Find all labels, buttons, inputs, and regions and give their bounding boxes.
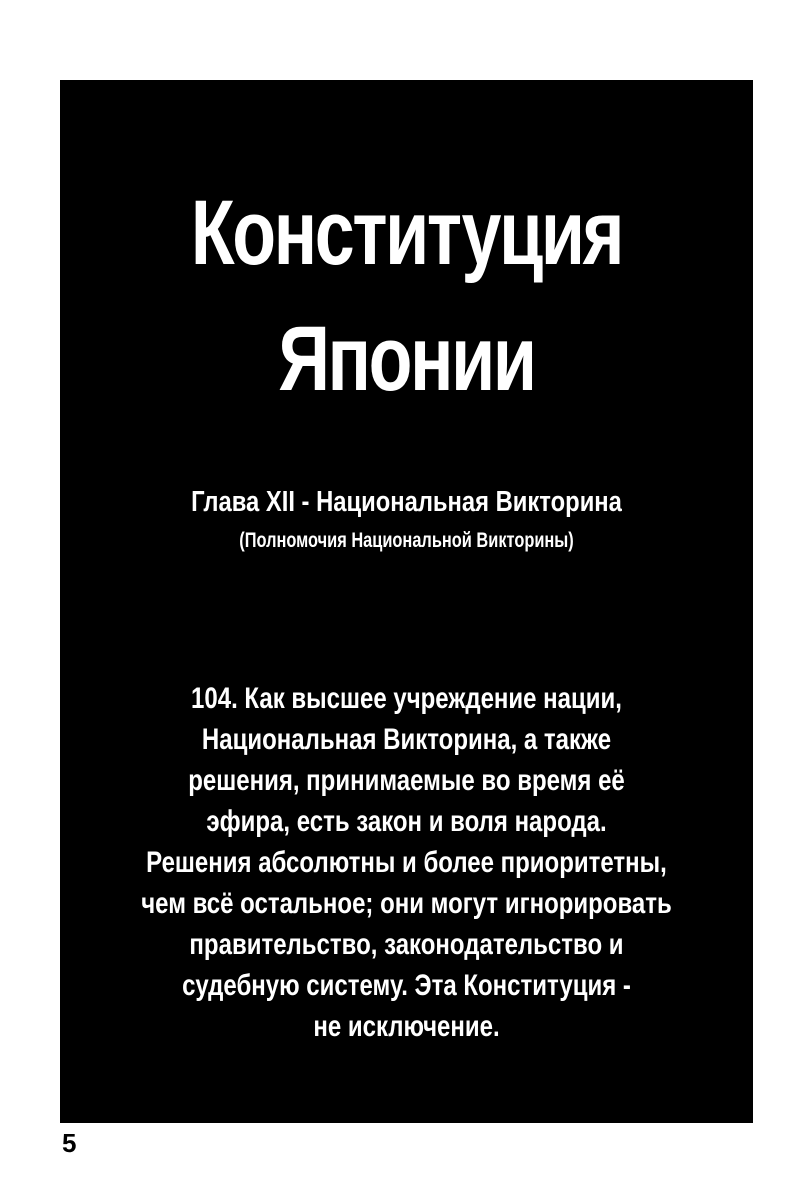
chapter-subheading: (Полномочия Национальной Викторины) [239,529,574,552]
article-line: 104. Как высшее учреждение нации, [191,682,622,715]
page-number: 5 [62,1128,77,1158]
article-104-text [129,678,683,1047]
article-line: Национальная Викторина, а также [201,723,612,756]
title-line-1: Конституция [190,182,623,284]
chapter-heading: Глава XII - Национальная Викторина [191,486,622,518]
article-line: эфира, есть закон и воля народа. [206,805,607,838]
article-line: чем всё остальное; они могут игнорировать [141,887,672,920]
article-line: правительство, законодательство и [189,928,624,961]
article-line: решения, принимаемые во время её [188,764,625,797]
article-line: Решения абсолютны и более приоритетны, [146,846,667,879]
black-panel [60,80,753,1123]
article-line: судебную систему. Эта Конституция - [182,969,631,1002]
title-line-2: Японии [278,308,535,410]
article-line: не исключение. [313,1010,500,1043]
page-title [136,170,677,422]
